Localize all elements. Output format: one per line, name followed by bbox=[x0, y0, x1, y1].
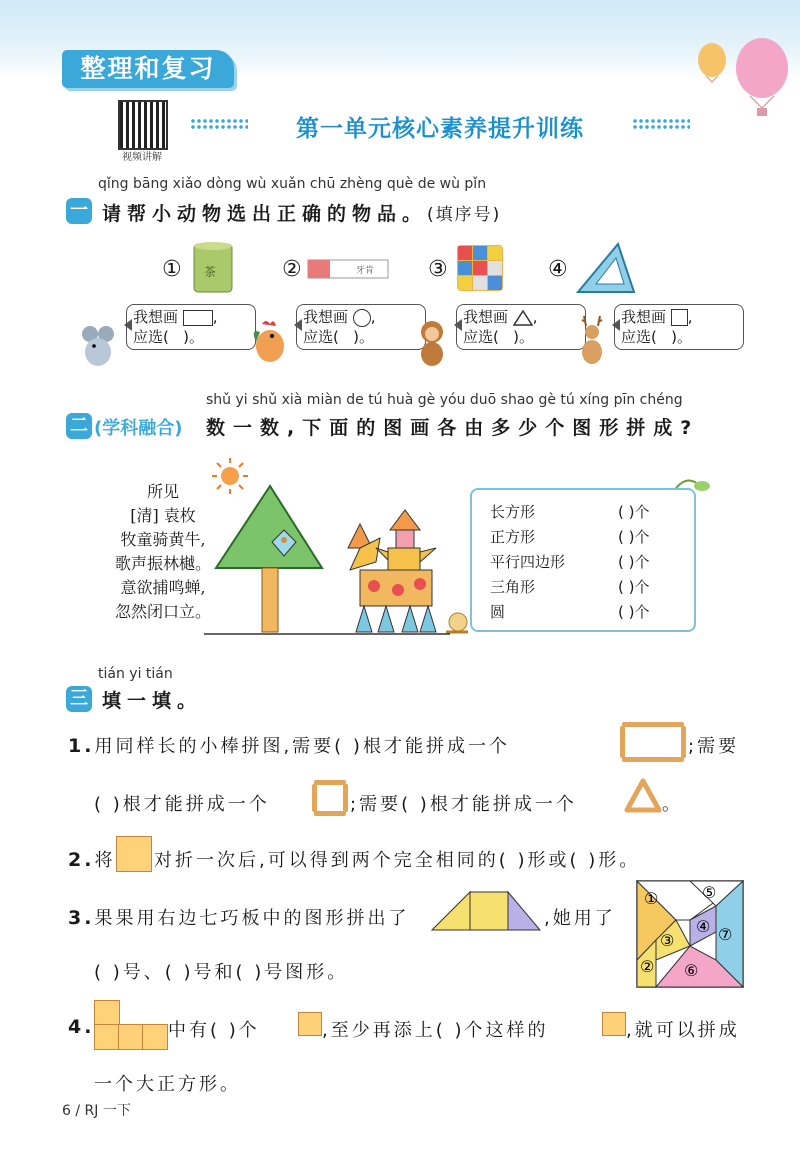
question-4-text-a: 中有( )个 bbox=[168, 1020, 260, 1041]
qr-code[interactable] bbox=[118, 100, 168, 150]
sun-icon bbox=[212, 458, 248, 494]
item-3-label: ③ bbox=[428, 257, 448, 282]
eraser-image bbox=[306, 257, 390, 281]
triangle-ruler-image bbox=[574, 240, 638, 296]
svg-text:③: ③ bbox=[660, 931, 675, 950]
svg-text:⑦: ⑦ bbox=[718, 925, 733, 944]
svg-text:茶: 茶 bbox=[204, 265, 217, 279]
rectangle-shape bbox=[183, 310, 213, 326]
table-row: 圆 ( )个 bbox=[490, 603, 650, 621]
section1-badge: 一 bbox=[66, 198, 92, 224]
question-1-line1: 1.用同样长的小棒拼图,需要( )根才能拼成一个 bbox=[68, 735, 510, 757]
item-2-label: ② bbox=[282, 257, 302, 282]
item-4-label: ④ bbox=[548, 257, 568, 282]
section3-pinyin: tián yi tián bbox=[98, 666, 173, 682]
section-tag: 整理和复习 bbox=[62, 50, 234, 88]
question-2-start: 2.将 bbox=[68, 849, 116, 871]
table-row: 三角形 ( )个 bbox=[490, 578, 650, 596]
question-4-text-b: ,至少再添上( )个这样的 bbox=[322, 1020, 549, 1041]
snail-icon bbox=[446, 613, 468, 632]
small-square bbox=[602, 1012, 626, 1036]
stick-square bbox=[312, 780, 348, 816]
question-4-text-d: 一个大正方形。 bbox=[94, 1074, 241, 1095]
rooster-icon bbox=[250, 318, 290, 368]
question-4-text-c: ,就可以拼成 bbox=[626, 1020, 740, 1041]
section2-pinyin: shǔ yi shǔ xià miàn de tú huà gè yóu duō shao gè tú xíng pīn chéng bbox=[206, 392, 683, 408]
unit-title: 第一单元核心素养提升训练 bbox=[296, 116, 584, 142]
square-shape bbox=[671, 309, 688, 326]
leaf-decoration bbox=[674, 474, 714, 500]
item-1-label: ① bbox=[162, 257, 182, 282]
tea-can-image bbox=[190, 240, 236, 296]
tangram-figure bbox=[430, 888, 542, 932]
question-1-need: ;需要 bbox=[688, 736, 740, 757]
question-2-text: 对折一次后,可以得到两个完全相同的( )形或( )形。 bbox=[154, 850, 641, 871]
section1-title: 请帮小动物选出正确的物品。(填序号) bbox=[102, 203, 502, 225]
stick-triangle bbox=[624, 778, 662, 814]
question-1-line2: ( )根才能拼成一个 bbox=[94, 794, 270, 815]
bubble-1: 我想画 , 应选( )。 bbox=[126, 304, 256, 350]
paper-square bbox=[116, 836, 152, 872]
circle-shape bbox=[353, 309, 371, 327]
title-dots-left bbox=[190, 118, 248, 130]
section2-tag: (学科融合) bbox=[94, 418, 183, 439]
shape-count-table bbox=[470, 488, 696, 632]
qr-caption: 视频讲解 bbox=[122, 152, 162, 163]
section2-badge: 二 bbox=[66, 413, 92, 439]
svg-text:⑤: ⑤ bbox=[702, 883, 717, 902]
tangram-board bbox=[636, 880, 744, 988]
bubble-3: 我想画 , 应选( )。 bbox=[456, 304, 586, 350]
page-footer: 6 / RJ 一下 bbox=[62, 1103, 131, 1119]
bubble-4: 我想画 , 应选( )。 bbox=[614, 304, 744, 350]
question-3-start: 3.果果用右边七巧板中的图形拼出了 bbox=[68, 907, 410, 929]
mouse-icon bbox=[80, 324, 120, 368]
monkey-icon bbox=[412, 318, 452, 368]
rubiks-cube-image bbox=[454, 242, 506, 294]
bubble-2: 我想画 , 应选( )。 bbox=[296, 304, 426, 350]
svg-text:④: ④ bbox=[696, 917, 711, 936]
section3-badge: 三 bbox=[66, 686, 92, 712]
question-3-line2: ( )号、( )号和( )号图形。 bbox=[94, 962, 349, 983]
balloon-icons bbox=[690, 38, 800, 118]
poem: 所见 [清] 袁枚 牧童骑黄牛, 歌声振林樾。 意欲捕鸣蝉, 忽然闭口立。 bbox=[114, 482, 211, 621]
section1-pinyin: qǐng bāng xiǎo dòng wù xuǎn chū zhèng què de wù pǐn bbox=[98, 176, 487, 192]
question-4-num: 4. bbox=[68, 1016, 95, 1038]
svg-text:①: ① bbox=[644, 889, 659, 908]
svg-text:牙肯: 牙肯 bbox=[356, 266, 375, 276]
title-dots-right bbox=[632, 118, 690, 130]
table-row: 长方形 ( )个 bbox=[490, 503, 650, 521]
section3-title: 填一填。 bbox=[102, 690, 203, 712]
small-square bbox=[298, 1012, 322, 1036]
table-row: 平行四边形 ( )个 bbox=[490, 553, 650, 571]
square-group bbox=[94, 1000, 166, 1048]
table-row: 正方形 ( )个 bbox=[490, 528, 650, 546]
triangle-shape bbox=[513, 310, 533, 326]
question-3-used: ,她用了 bbox=[544, 908, 616, 929]
question-1-line2b: ;需要( )根才能拼成一个 bbox=[350, 794, 577, 815]
section2-title: 数一数,下面的图画各由多少个图形拼成? bbox=[206, 417, 700, 439]
svg-text:②: ② bbox=[640, 957, 655, 976]
svg-text:⑥: ⑥ bbox=[684, 961, 699, 980]
stick-rectangle bbox=[620, 722, 686, 762]
shape-picture bbox=[200, 452, 470, 644]
question-1-end: 。 bbox=[662, 794, 683, 815]
